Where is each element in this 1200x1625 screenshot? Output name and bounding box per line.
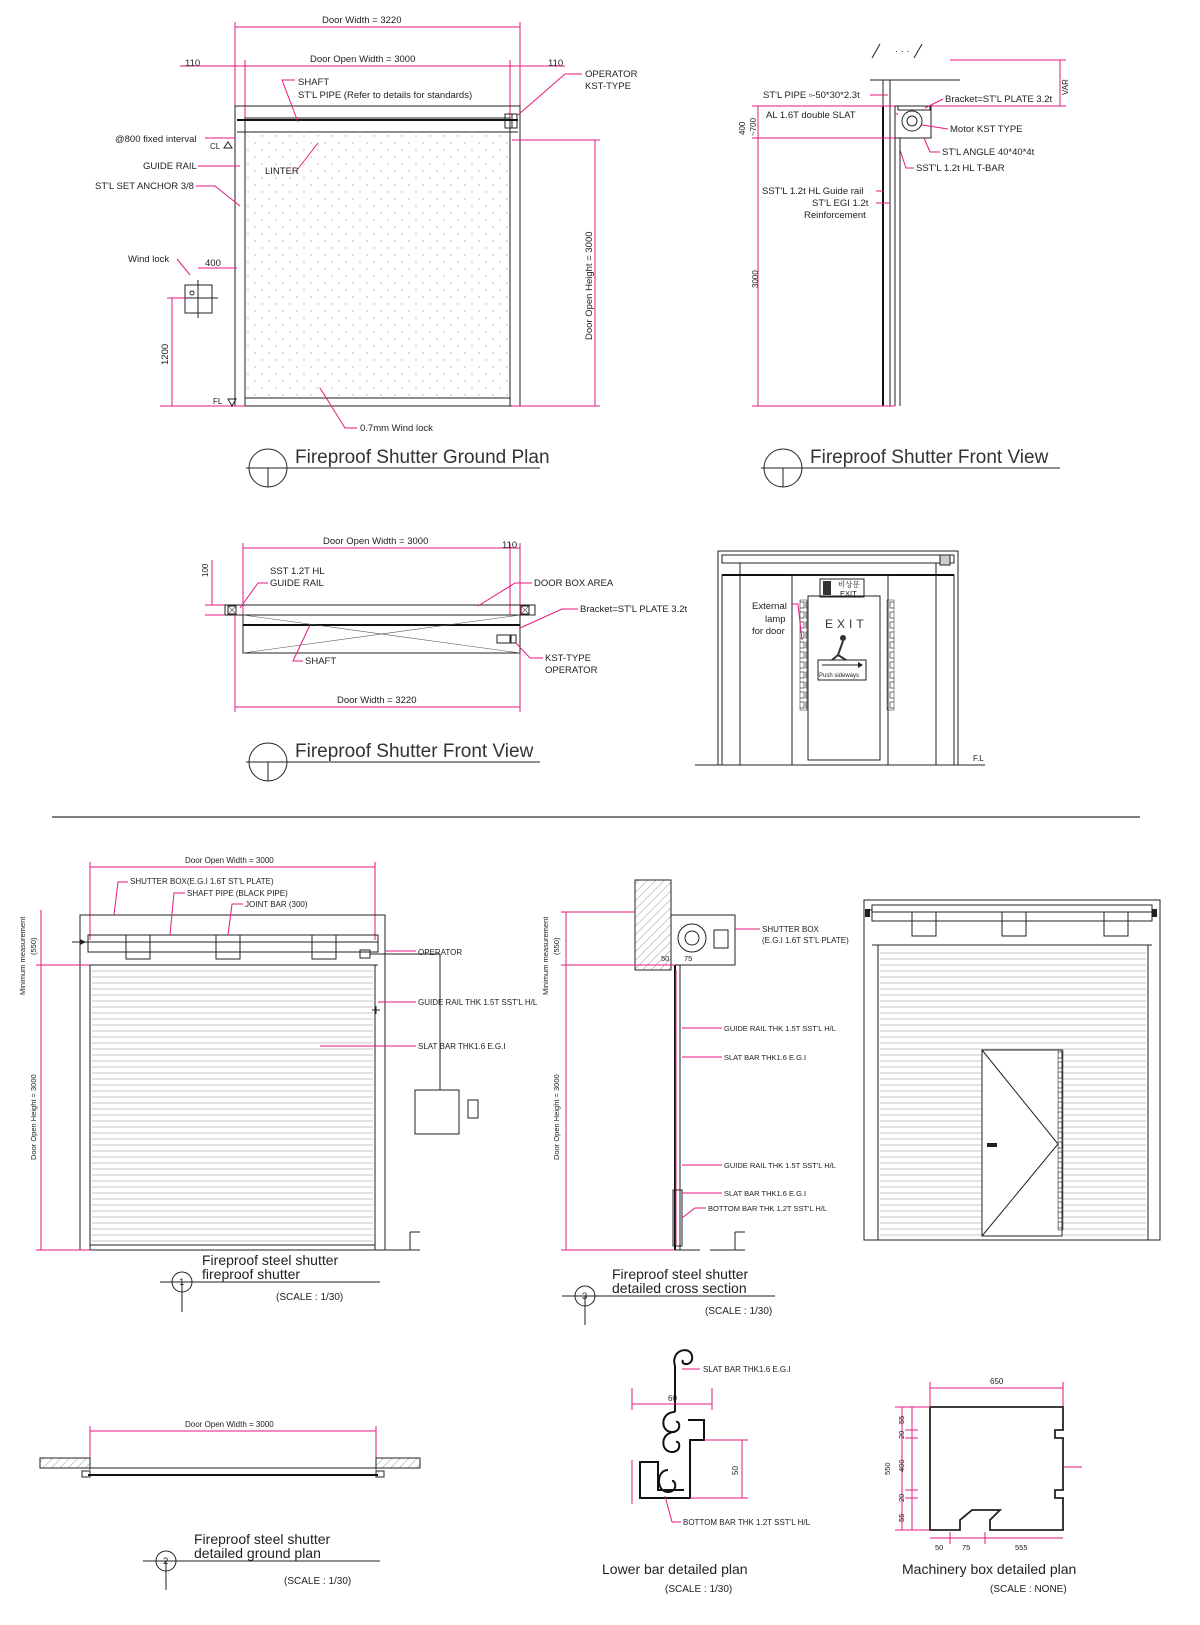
- mb-d75: 75: [962, 1543, 971, 1552]
- lb-bottom-label: BOTTOM BAR THK 1.2T SST'L H/L: [683, 1518, 811, 1527]
- push-sideways-label: Push sideways: [819, 673, 860, 679]
- slat-bar-label-ss: SLAT BAR THK1.6 E.G.I: [418, 1042, 506, 1051]
- front-view-mid-drawing: [201, 536, 688, 781]
- lb-scale: (SCALE : 1/30): [665, 1584, 733, 1595]
- guide-rail-label: GUIDE RAIL: [143, 161, 197, 172]
- front-view-mid-title: Fireproof Shutter Front View: [295, 741, 534, 762]
- operator-label: OPERATOR: [585, 69, 638, 80]
- front-view-top-drawing: [738, 44, 1070, 487]
- cs-scale: (SCALE : 1/30): [705, 1306, 773, 1317]
- wind-lock-label: Wind lock: [128, 254, 170, 265]
- cs-shutter-box: SHUTTER BOX: [762, 925, 819, 934]
- cs-slat-1: SLAT BAR THK1.6 E.G.I: [724, 1053, 807, 1062]
- cs-guide-rail-1: GUIDE RAIL THK 1.5T SST'L H/L: [724, 1024, 836, 1033]
- ss-title-2: fireproof shutter: [202, 1266, 301, 1282]
- door-box-label: DOOR BOX AREA: [534, 578, 614, 589]
- ss-door-open-width-label: Door Open Width = 3000: [185, 856, 274, 865]
- lb-slat-label: SLAT BAR THK1.6 E.G.I: [703, 1365, 791, 1374]
- ss-title-num: 1: [179, 1277, 185, 1288]
- cross-section-drawing: [541, 880, 849, 1325]
- lb-d50: 50: [731, 1466, 740, 1475]
- min-550-label-ss: (550): [29, 937, 38, 955]
- door-lamps-left: [800, 600, 807, 710]
- lb-title: Lower bar detailed plan: [602, 1561, 748, 1577]
- exit-fl-label: F.L: [973, 754, 984, 763]
- tbar-label: SST'L 1.2t HL T-BAR: [916, 163, 1005, 174]
- exit-big-label: EXIT: [825, 617, 868, 631]
- dim-400-label: 400: [205, 258, 221, 269]
- cs-door-open-height: Door Open Height = 3000: [552, 1074, 561, 1160]
- door-lamps-right: [887, 600, 894, 710]
- lower-bar-drawing: [602, 1350, 811, 1595]
- operator-type-label: KST-TYPE: [585, 81, 631, 92]
- gd-door-open-width: Door Open Width = 3000: [185, 1420, 274, 1429]
- dim-400-label-fv: 400: [738, 121, 747, 135]
- mb-scale: (SCALE : NONE): [990, 1584, 1067, 1595]
- fixed-interval-label: @800 fixed interval: [115, 134, 197, 145]
- linter-label: LINTER: [265, 166, 299, 177]
- cs-d50: 50: [661, 954, 670, 963]
- cs-d75: 75: [684, 954, 693, 963]
- ground-plan-title: Fireproof Shutter Ground Plan: [295, 447, 550, 468]
- mb-d555: 555: [1015, 1543, 1028, 1552]
- min-measure-label-ss: Minimum measurement: [18, 916, 27, 995]
- door-width-label: Door Width = 3220: [322, 15, 402, 26]
- cs-title-1: Fireproof steel shutter: [612, 1266, 749, 1282]
- kst-2-label: OPERATOR: [545, 665, 598, 676]
- al-slat-label: AL 1.6T double SLAT: [766, 110, 856, 121]
- mid-bracket-label: Bracket=ST'L PLATE 3.2t: [580, 604, 688, 615]
- lb-d60: 60: [668, 1394, 677, 1403]
- shaft-pipe-label: ST'L PIPE (Refer to details for standards): [298, 90, 473, 101]
- stl-pipe-label: ST'L PIPE ▫-50*30*2.3t: [763, 90, 860, 101]
- sst-guide-2-label: GUIDE RAIL: [270, 578, 324, 589]
- exit-sign-kr: 비상문: [838, 580, 860, 589]
- motor-label: Motor KST TYPE: [950, 124, 1023, 135]
- shaft-label: SHAFT: [298, 77, 330, 88]
- mb-d20b: 20: [897, 1493, 906, 1502]
- guide-rail-label-ss: GUIDE RAIL THK 1.5T SST'L H/L: [418, 998, 538, 1007]
- gd-title-1: Fireproof steel shutter: [194, 1531, 331, 1547]
- gd-title-2: detailed ground plan: [194, 1545, 321, 1561]
- mid-dim-110-label: 110: [502, 540, 518, 551]
- machinery-box-drawing: [883, 1377, 1082, 1595]
- shutter-with-door-drawing: [864, 900, 1160, 1240]
- operator-label-ss: OPERATOR: [418, 948, 463, 957]
- gd-scale: (SCALE : 1/30): [284, 1576, 352, 1587]
- cs-min-measure: Minimum measurement: [541, 916, 550, 995]
- exit-sign-en: EXIT: [840, 589, 857, 598]
- sst-guide-label: SST 1.2T HL: [270, 566, 325, 577]
- fl-label: FL: [213, 397, 223, 406]
- egi-label: ST'L EGI 1.2t: [812, 198, 869, 209]
- door-open-width-label: Door Open Width = 3000: [310, 54, 416, 65]
- joint-bar-label: JOINT BAR (300): [245, 900, 308, 909]
- bracket-label: Bracket=ST'L PLATE 3.2t: [945, 94, 1053, 105]
- cs-min-550: (550): [552, 937, 561, 955]
- dim-110-left: 110: [185, 58, 201, 69]
- gd-title-num: 2: [163, 1556, 169, 1567]
- shutter-box-label: SHUTTER BOX(E.G.I 1.6T ST'L PLATE): [130, 877, 274, 886]
- mid-door-open-width-label: Door Open Width = 3000: [323, 536, 429, 547]
- dim-3000-label-fv: 3000: [751, 270, 760, 288]
- mb-d20a: 20: [897, 1430, 906, 1439]
- front-view-top-title: Fireproof Shutter Front View: [810, 447, 1049, 468]
- ss-scale: (SCALE : 1/30): [276, 1292, 344, 1303]
- dim-100-label: 100: [201, 563, 210, 577]
- for-door-label: for door: [752, 626, 785, 637]
- shaft-pipe-label-ss: SHAFT PIPE (BLACK PIPE): [187, 889, 288, 898]
- kst-label: KST-TYPE: [545, 653, 591, 664]
- dim-700-label: ~700: [749, 117, 758, 136]
- cs-bottom-bar: BOTTOM BAR THK 1.2T SST'L H/L: [708, 1204, 828, 1213]
- ss-title-1: Fireproof steel shutter: [202, 1252, 339, 1268]
- mb-d400: 400: [897, 1459, 906, 1472]
- anchor-label: ST'L SET ANCHOR 3/8: [95, 181, 194, 192]
- mb-d550: 550: [883, 1462, 892, 1475]
- guide-rail-fv-label: SST'L 1.2t HL Guide rail: [762, 186, 864, 197]
- cs-slat-2: SLAT BAR THK1.6 E.G.I: [724, 1189, 807, 1198]
- cs-guide-rail-2: GUIDE RAIL THK 1.5T SST'L H/L: [724, 1161, 836, 1170]
- external-label: External: [752, 601, 787, 612]
- cs-shutter-box-2: (E.G.I 1.6T ST'L PLATE): [762, 936, 849, 945]
- wind-lock-07-label: 0.7mm Wind lock: [360, 423, 433, 434]
- dim-1200-label: 1200: [160, 343, 171, 365]
- mb-d55b: 55: [897, 1513, 906, 1522]
- dim-110-right: 110: [548, 58, 564, 69]
- ground-detail-drawing: [40, 1420, 420, 1590]
- var-label: VAR: [1061, 79, 1070, 95]
- mid-door-width-label: Door Width = 3220: [337, 695, 417, 706]
- svg-text:· · ·: · · ·: [895, 46, 910, 57]
- ground-plan-drawing: [95, 15, 638, 487]
- cl-label: CL: [210, 142, 221, 151]
- steel-shutter-drawing: [18, 856, 538, 1312]
- ss-door-open-height-label: Door Open Height = 3000: [29, 1074, 38, 1160]
- lamp-label: lamp: [765, 614, 786, 625]
- mb-d50: 50: [935, 1543, 944, 1552]
- mb-title: Machinery box detailed plan: [902, 1561, 1077, 1577]
- reinforcement-label: Reinforcement: [804, 210, 866, 221]
- angle-label: ST'L ANGLE 40*40*4t: [942, 147, 1035, 158]
- exit-door-drawing: [695, 551, 985, 765]
- mb-d650: 650: [990, 1377, 1004, 1386]
- cs-title-num: 3: [582, 1291, 588, 1302]
- mb-d55a: 55: [897, 1415, 906, 1424]
- mid-shaft-label: SHAFT: [305, 656, 337, 667]
- door-open-height-label: Door Open Height = 3000: [584, 231, 595, 340]
- cs-title-2: detailed cross section: [612, 1280, 747, 1296]
